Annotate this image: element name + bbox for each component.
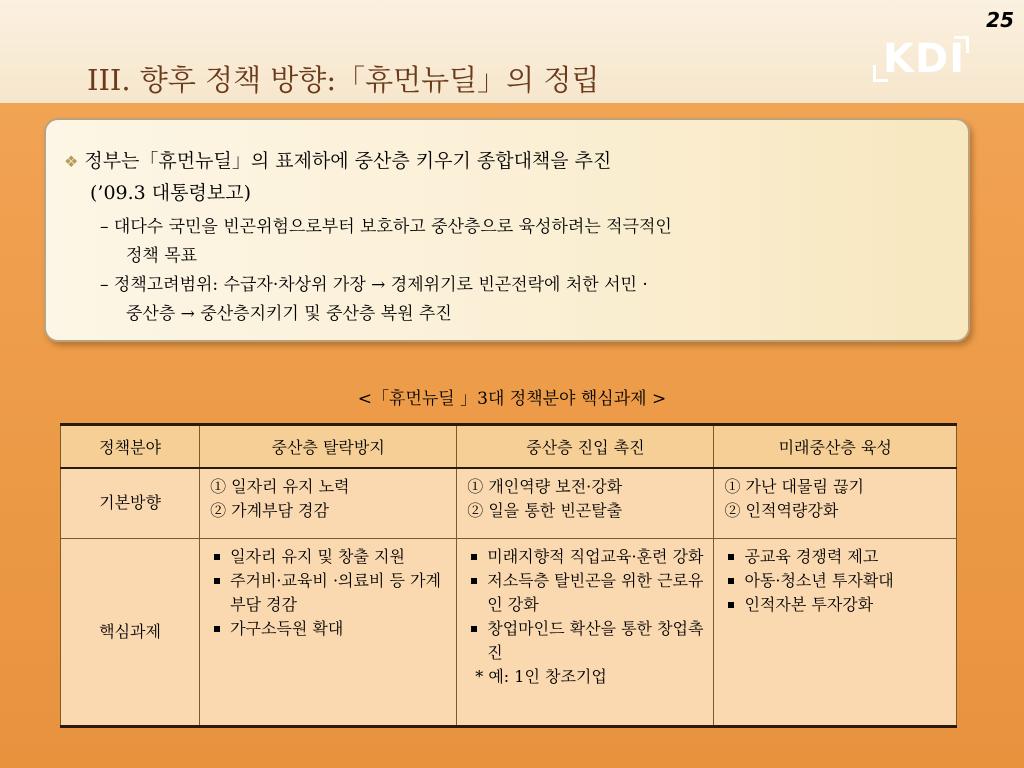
row-label: 기본방향	[61, 468, 200, 538]
header-cell: 정책분야	[61, 425, 200, 469]
square-bullet-icon	[214, 578, 220, 584]
kdi-logo	[873, 38, 969, 82]
list-item	[467, 617, 703, 665]
list-item	[210, 545, 446, 569]
square-bullet-icon	[728, 578, 734, 584]
square-bullet-icon	[728, 554, 734, 560]
slide-title: III. 향후 정책 방향:「휴먼뉴딜」의 정립	[87, 63, 600, 97]
square-bullet-icon	[214, 626, 220, 632]
list-item	[467, 545, 703, 569]
cell-line: ① 가난 대물림 끊기	[724, 477, 864, 496]
table-cell	[200, 538, 457, 726]
list-item-text: 창업마인드 확산을 통한 창업촉진	[487, 618, 704, 662]
list-item	[724, 545, 946, 569]
list-item-text: 아동·청소년 투자확대	[744, 570, 894, 590]
list-item	[467, 569, 703, 617]
summary-sub2: – 정책고려범위: 수급자·차상위 가장 → 경제위기로 빈곤전락에 처한 서민 ·	[100, 275, 648, 295]
list-item	[724, 593, 946, 617]
list-item	[724, 569, 946, 593]
task-list	[724, 545, 946, 617]
list-item	[210, 569, 446, 617]
cell-line: ② 인적역량강화	[724, 501, 839, 520]
policy-table	[60, 423, 957, 728]
list-item-text: 주거비·교육비 ·의료비 등 가계 부담 경감	[230, 570, 441, 614]
header-cell: 중산층 탈락방지	[200, 425, 457, 469]
row-label: 핵심과제	[61, 538, 200, 726]
summary-sub1-continued: 정책 목표	[126, 246, 198, 266]
summary-sub2-continued: 중산층 → 중산층지키기 및 중산층 복원 추진	[126, 304, 452, 324]
table-cell	[457, 538, 714, 726]
square-bullet-icon	[471, 554, 477, 560]
list-item-text: 미래지향적 직업교육·훈련 강화	[487, 546, 704, 566]
list-item-text: 인적자본 투자강화	[744, 594, 874, 614]
cell-line: ② 가계부담 경감	[210, 501, 329, 520]
list-item-text: 가구소득원 확대	[230, 618, 344, 638]
task-list	[467, 545, 703, 665]
diamond-bullet-icon: ❖	[64, 152, 79, 171]
summary-box	[44, 118, 970, 342]
cell-line: ① 개인역량 보전·강화	[467, 477, 623, 496]
square-bullet-icon	[471, 578, 477, 584]
table-cell	[714, 468, 957, 538]
cell-note: * 예: 1인 창조기업	[475, 666, 607, 686]
list-item-text: 일자리 유지 및 창출 지원	[230, 546, 405, 566]
header-cell: 미래중산층 육성	[714, 425, 957, 469]
cell-line: ① 일자리 유지 노력	[210, 477, 350, 496]
summary-bullet	[64, 146, 611, 173]
table-row	[61, 538, 957, 726]
cell-line: ② 일을 통한 빈곤탈출	[467, 501, 623, 520]
list-item	[210, 617, 446, 641]
summary-bullet-continued: (’09.3 대통령보고)	[90, 182, 251, 204]
table-cell	[714, 538, 957, 726]
table-caption: <「휴먼뉴딜 」3대 정책분야 핵심과제 >	[357, 389, 667, 409]
table-row	[61, 468, 957, 538]
table-cell	[457, 468, 714, 538]
logo-text: KDI	[883, 36, 966, 82]
table-cell	[200, 468, 457, 538]
square-bullet-icon	[471, 626, 477, 632]
summary-sub1: – 대다수 국민을 빈곤위험으로부터 보호하고 중산층으로 육성하려는 적극적인	[100, 217, 672, 237]
task-list	[210, 545, 446, 641]
list-item-text: 저소득층 탈빈곤을 위한 근로유인 강화	[487, 570, 704, 614]
header-cell: 중산층 진입 촉진	[457, 425, 714, 469]
page-number: 25	[986, 8, 1014, 32]
square-bullet-icon	[728, 602, 734, 608]
table-header-row	[61, 425, 957, 469]
square-bullet-icon	[214, 554, 220, 560]
summary-bullet-text: 정부는「휴먼뉴딜」의 표제하에 중산층 키우기 종합대책을 추진	[84, 150, 612, 172]
list-item-text: 공교육 경쟁력 제고	[744, 546, 879, 566]
